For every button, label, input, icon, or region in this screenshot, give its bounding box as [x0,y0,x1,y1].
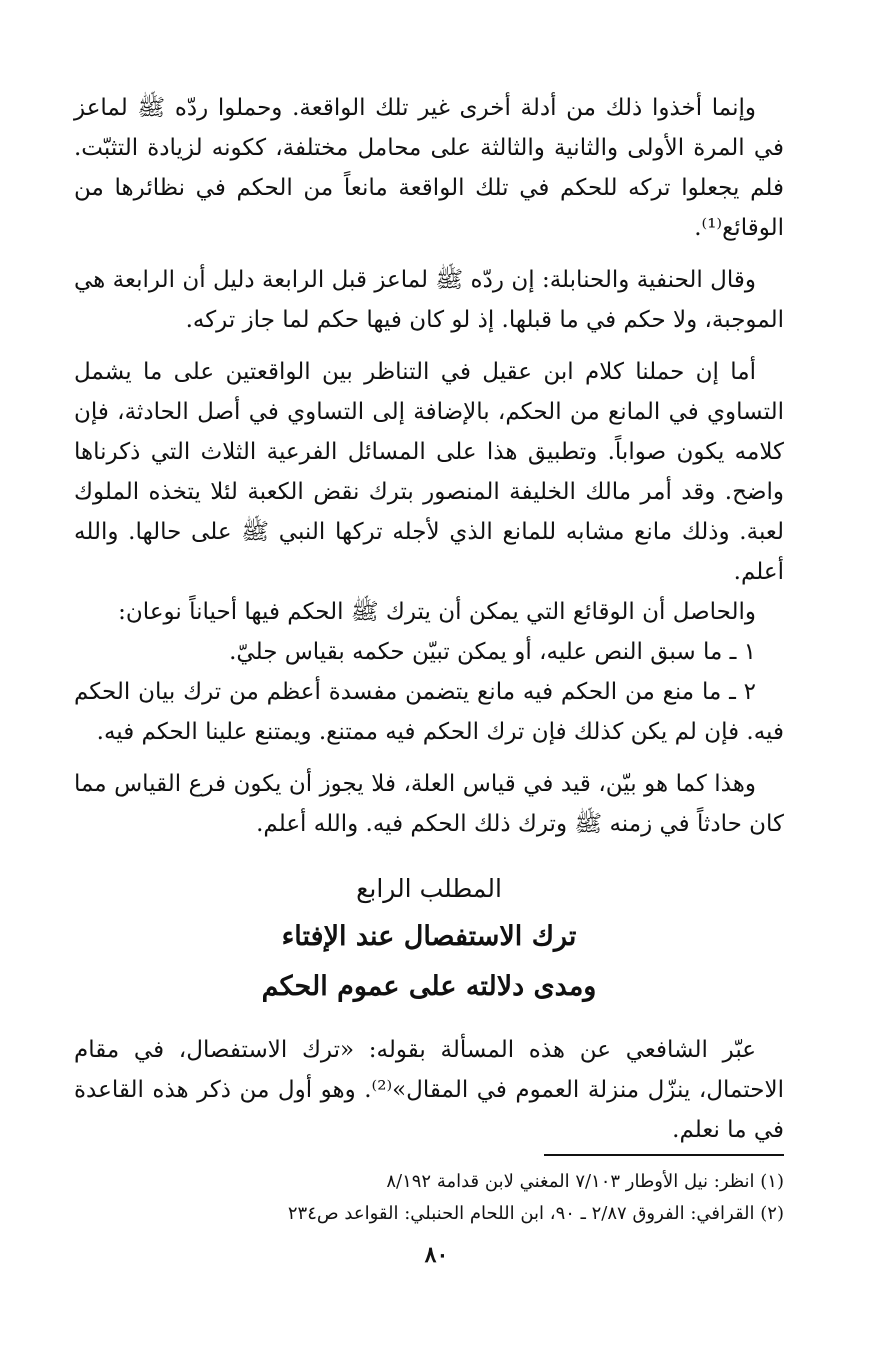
section-label: المطلب الرابع [356,874,502,903]
footnote-1: (١) انظر: نيل الأوطار ٧/١٠٣ المغني لابن قدامة ٨/١٩٢ [386,1171,784,1192]
section-title-line-2: ومدى دلالته على عموم الحكم [261,971,597,1002]
paragraph-2: وقال الحنفية والحنابلة: إن ردّه ﷺ لماعز قبل الرابعة دليل أن الرابعة هي الموجبة، ولا حكم في ما قبلها. إذ لو كان فيها حكم لما جاز تركه. [74,267,784,333]
footnote-divider [544,1154,784,1156]
list-item-2: ٢ ـ ما منع من الحكم فيه مانع يتضمن مفسدة أعظم من ترك بيان الحكم فيه. فإن لم يكن كذلك فإن ترك الحكم فيه ممتنع. ويمتنع علينا الحكم فيه. [74,679,784,745]
footnote-2: (٢) القرافي: الفروق ٢/٨٧ ـ ٩٠، ابن اللحام الحنبلي: القواعد ص٢٣٤ [287,1203,784,1224]
section-title-line-1: ترك الاستفصال عند الإفتاء [281,921,577,952]
page-number: ٨٠ [424,1242,449,1268]
page-body [74,88,784,1230]
section-heading [74,866,784,1012]
paragraph-3: أما إن حملنا كلام ابن عقيل في التناظر بين الواقعتين على ما يشمل التساوي في المانع من الحكم، بالإضافة إلى التساوي في أصل الحادثة، فإن كلامه يكون صواباً. وتطبيق هذا على المسائل الفرعية الثلاث التي ذكرناها واضح. وقد أمر مالك الخليفة المنصور بترك نقض الكعبة لئلا يتخذه الملوك لعبة. وذلك مانع مشابه للمانع الذي لأجله تركها النبي ﷺ على حالها. والله أعلم. [74,359,784,585]
list-item-1: ١ ـ ما سبق النص عليه، أو يمكن تبيّن حكمه بقياس جليّ. [229,639,756,665]
paragraph-6: عبّر الشافعي عن هذه المسألة بقوله: «ترك الاستفصال، في مقام الاحتمال، ينزّل منزلة العموم في المقال»⁽²⁾. وهو أول من ذكر هذه القاعدة في ما نعلم. [74,1037,784,1143]
paragraph-5: وهذا كما هو بيّن، قيد في قياس العلة، فلا يجوز أن يكون فرع القياس مما كان حادثاً في زمنه ﷺ وترك ذلك الحكم فيه. والله أعلم. [74,771,784,837]
paragraph-4: والحاصل أن الوقائع التي يمكن أن يترك ﷺ الحكم فيها أحياناً نوعان: [118,599,756,625]
paragraph-1: وإنما أخذوا ذلك من أدلة أخرى غير تلك الواقعة. وحملوا ردّه ﷺ لماعز في المرة الأولى والثانية والثالثة على محامل مختلفة، ككونه لزيادة التثبّت. فلم يجعلوا تركه للحكم في تلك الواقعة مانعاً من الحكم في نظائرها من الوقائع⁽¹⁾. [74,95,784,241]
